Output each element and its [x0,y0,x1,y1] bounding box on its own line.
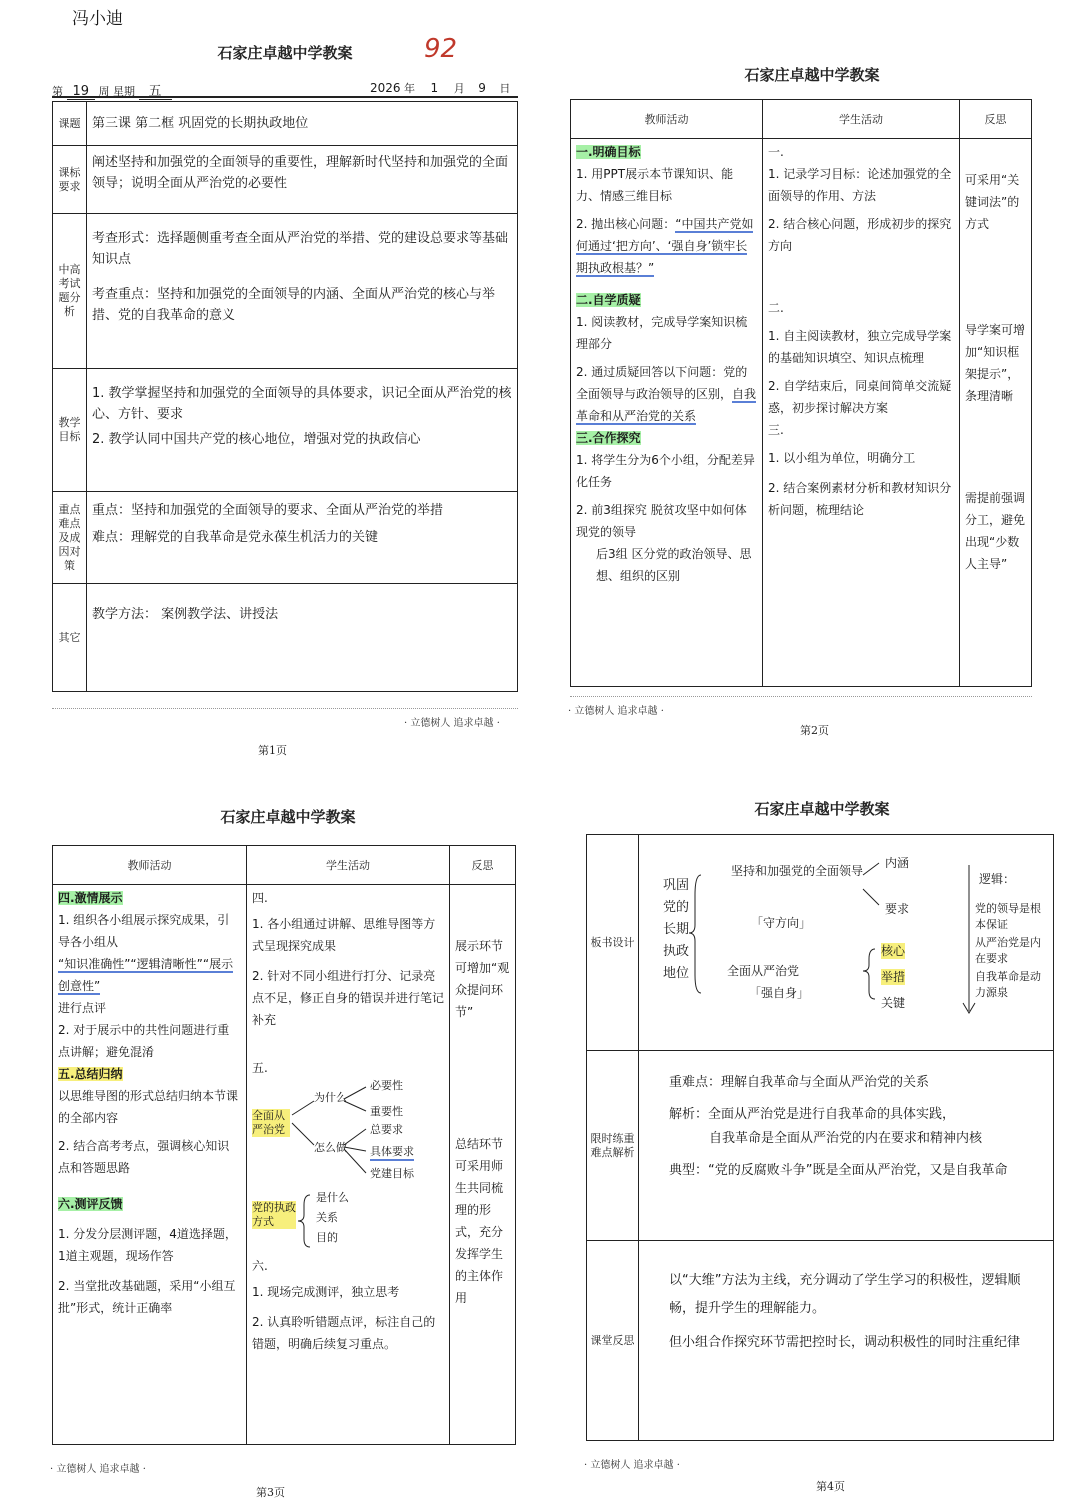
p3-map2-root: 党的执政方式 [252,1201,296,1228]
board-design [639,835,1054,1051]
p2-header-reflect: 反思 [960,100,1032,139]
page2-number: 第2页 [800,724,829,737]
p3-t-4-1a: 1. 组织各小组展示探究成果，引导各小组从 [58,913,230,949]
p3-t-6-2: 2. 当堂批改基础题，采用“小组互批”形式，统计正确率 [58,1279,236,1315]
page1-motto: · 立德树人 追求卓越 · [404,718,500,729]
other-value: 教学方法： 案例教学法、讲授法 [87,584,518,692]
p2-header-teacher: 教师活动 [571,100,763,139]
difficulty-key: 难点： [92,530,132,545]
goal-label: 教学目标 [53,369,87,492]
other-label: 其它 [53,584,87,692]
month-value: 1 [430,81,439,95]
school-title: 石家庄卓越中学教案 [217,44,353,62]
p2-s-sec2: 二. [768,301,784,315]
p2-s-1-2: 2. 结合核心问题，形成初步的探究方向 [768,217,952,253]
author-name: 冯小迪 [72,9,123,29]
p3-map-how-1: 总要求 [370,1123,403,1136]
difficulty-value: 理解党的自我革命是党永葆生机活力的关键 [131,530,379,545]
p4-key-1-value: 理解自我革命与全面从严治党的关系 [721,1075,930,1090]
week-value: 19 [67,84,96,100]
page2-motto: · 立德树人 追求卓越 · [568,706,664,717]
school-title: 石家庄卓越中学教案 [754,800,890,818]
p2-r-2: 导学案可增加“知识框架提示”，条理清晰 [965,323,1026,403]
p4-reflect-1: 以“大维”方法为主线，充分调动了学生学习的积极性，逻辑顺畅，提升学生的理解能力。 [669,1273,1021,1316]
key-value: 坚持和加强党的全面领导的要求、全面从严治党的举措 [131,503,444,518]
year-value: 2026 [370,81,401,95]
p3-map-why: 为什么 [314,1091,347,1104]
topic-label: 课题 [53,102,87,146]
p3-map2-item-3: 目的 [316,1231,338,1244]
board-label: 板书设计 [587,835,639,1051]
p4-key-3-value: “党的反腐败斗争”既是全面从严治党，又是自我革命 [708,1163,1008,1178]
p3-map-why-1: 必要性 [370,1079,403,1092]
p3-map-how-2: 具体要求 [370,1145,414,1161]
p3-t-sec5: 五.总结归纳 [58,1067,123,1081]
page4-motto: · 立德树人 追求卓越 · [584,1460,680,1471]
p3-reflection [450,885,516,1445]
p2-t-sec2: 二.自学质疑 [576,293,641,307]
weekday-label: 周 星期 [98,85,136,98]
p3-t-4-1b: “知识准确性”“逻辑清晰性”“展示创意性” [58,957,234,993]
key-point-value [87,492,518,584]
p2-student-activity [763,139,960,687]
p2-s-1-1: 1. 记录学习目标：论述加强党的全面领导的作用、方法 [768,167,952,203]
page4-number: 第4页 [816,1480,845,1493]
month-label: 月 [453,82,465,95]
p3-s-sec4: 四. [252,891,268,905]
key-analysis [639,1051,1054,1241]
school-title: 石家庄卓越中学教案 [220,808,356,826]
board-root: 巩固党的长期执政地位 [663,878,690,981]
p2-s-2-1: 1. 自主阅读教材，独立完成导学案的基础知识填空、知识点梳理 [768,329,952,365]
exam-analysis-label: 中高考试题分析 [53,214,87,369]
p2-s-sec3: 三. [768,423,784,437]
p2-t-2-1: 1. 阅读教材，完成导学案知识梳理部分 [576,315,748,351]
p3-s-sec6: 六. [252,1259,268,1273]
p3-header-reflect: 反思 [450,846,516,885]
p2-r-3: 需提前强调分工，避免出现“少数人主导” [965,491,1026,571]
p3-t-5-2: 2. 结合高考考点，强调核心知识点和答题思路 [58,1139,230,1175]
exam-analysis-value [87,214,518,369]
board-logic-3: 自我革命是动力源泉 [975,970,1041,999]
p3-mind-map-2 [252,1191,444,1251]
p2-t-3-1: 1. 将学生分为6个小组，分配差异化任务 [576,453,755,489]
topic-value: 第三课 第二框 巩固党的长期执政地位 [87,102,518,146]
p3-t-4-1c: 进行点评 [58,1001,107,1015]
p3-s-6-2: 2. 认真聆听错题点评，标注自己的错题，明确后续复习重点。 [252,1315,436,1351]
p4-key-2-key: 解析： [669,1107,709,1122]
page1-number: 第1页 [258,744,287,757]
p3-s-sec5: 五. [252,1061,268,1075]
class-reflection [639,1241,1054,1441]
goal-value [87,369,518,492]
board-branch-2-item-1: 核心 [881,944,906,958]
year-label: 年 [404,82,416,95]
p3-map2-item-2: 关系 [316,1211,338,1224]
p3-t-sec6: 六.测评反馈 [58,1197,123,1211]
board-branch-1: 坚持和加强党的全面领导 [731,864,864,878]
board-branch-1-item-2: 要求 [885,902,910,916]
p4-key-1-key: 重难点： [669,1075,722,1090]
p2-t-2-2b: 自我革命和从严治党的关系 [576,387,757,423]
week-label: 第 [52,85,63,98]
goal-1: 1. 教学掌握坚持和加强党的全面领导的具体要求，识记全面从严治党的核心、方针、要求 [92,386,512,422]
page3-table [52,845,516,1445]
p3-mind-map [252,1079,444,1191]
p2-t-sec1: 一.明确目标 [576,145,641,159]
p4-key-2-value-2: 自我革命是全面从严治党的内在要求和精神内核 [709,1131,983,1146]
p3-map-root: 全面从严治党 [252,1109,290,1137]
p3-header-student: 学生活动 [247,846,450,885]
board-branch-2-item-2: 举措 [881,970,906,984]
p3-r-2: 总结环节可采用师生共同梳理的形式，充分发挥学生的主体作用 [455,1137,504,1305]
p2-s-3-1: 1. 以小组为单位，明确分工 [768,451,916,465]
p4-key-2-value-1: 全面从严治党是进行自我革命的具体实践， [708,1107,956,1122]
board-logic-1: 党的领导是根本保证 [975,902,1041,931]
day-label: 日 [499,82,511,95]
exam-point-value: 坚持和加强党的全面领导的内涵、全面从严治党的核心与举措、党的自我革命的意义 [92,287,496,323]
key-point-label: 重点难点及成因对策 [53,492,87,584]
requirement-label: 课标要求 [53,146,87,214]
board-branch-2-sub: 「强自身」 [749,986,810,1000]
p2-t-2-2a: 2. 通过质疑回答以下问题：党的全面领导与政治领导的区别， [576,365,748,401]
p2-t-1-1: 1. 用PPT展示本节课知识、能力、情感三维目标 [576,167,734,203]
exam-form-value: 选择题侧重考查全面从严治党的举措、党的建设总要求等基础知识点 [92,231,509,267]
board-branch-1-item-1: 内涵 [885,856,910,870]
p2-header-student: 学生活动 [763,100,960,139]
p2-s-sec1: 一. [768,145,784,159]
day-value: 9 [478,81,486,95]
p3-t-sec4: 四.激情展示 [58,891,123,905]
page1-table [52,101,518,692]
p2-t-sec3: 三.合作探究 [576,431,641,445]
p3-header-teacher: 教师活动 [53,846,247,885]
p2-t-3-3: 后3组 区分党的政治领导、思想、组织的区别 [596,547,752,583]
p3-r-1: 展示环节可增加“观众提问环节” [455,939,510,1019]
p2-r-1: 可采用“关键词法”的方式 [965,173,1020,231]
class-reflection-label: 课堂反思 [587,1241,639,1441]
board-branch-2: 全面从严治党 [727,964,800,978]
p3-student-activity [247,885,450,1445]
page3-number: 第3页 [256,1486,285,1499]
p2-s-3-2: 2. 结合案例素材分析和教材知识分析问题，梳理结论 [768,481,952,517]
p3-teacher-activity [53,885,247,1445]
key-analysis-label: 限时练重难点解析 [587,1051,639,1241]
page4-table [586,834,1054,1441]
weekday-value: 五 [139,84,172,100]
p3-s-4-2: 2. 针对不同小组进行打分、记录亮点不足，修正自身的错误并进行笔记补充 [252,969,445,1027]
p3-t-6-1: 1. 分发分层测评题，4道选择题，1道主观题，现场作答 [58,1227,237,1263]
school-title: 石家庄卓越中学教案 [744,66,880,84]
p3-s-4-1: 1. 各小组通过讲解、思维导图等方式呈现探究成果 [252,917,436,953]
board-branch-1-sub: 「守方向」 [751,916,812,930]
p3-map-how-3: 党建目标 [370,1167,414,1180]
page3-motto: · 立德树人 追求卓越 · [50,1464,146,1475]
score-mark: 92 [424,34,458,64]
board-logic-title: 逻辑： [979,872,1016,886]
requirement-value: 阐述坚持和加强党的全面领导的重要性，理解新时代坚持和加强党的全面领导；说明全面从严治党的必要性 [87,146,518,214]
p2-t-1-2a: 2. 抛出核心问题： [576,217,676,231]
date-line [52,80,518,98]
exam-form-key: 考查形式： [92,231,158,246]
p2-reflection [960,139,1032,687]
p3-map-why-2: 重要性 [370,1105,403,1118]
board-logic-2: 从严治党是内在要求 [975,936,1041,965]
page2-table [570,99,1032,687]
goal-2: 2. 教学认同中国共产党的核心地位，增强对党的执政信心 [92,432,421,447]
p2-t-3-2: 2. 前3组探究 脱贫攻坚中如何体现党的领导 [576,503,747,539]
p3-map2-item-1: 是什么 [316,1191,349,1204]
p2-t-1-2b: “中国共产党如何通过‘把方向’、‘强自身’锁牢长期执政根基？” [576,217,754,275]
p4-reflect-2: 但小组合作探究环节需把控时长，调动积极性的同时注重纪律 [669,1335,1021,1350]
p3-t-5-1: 以思维导图的形式总结归纳本节课的全部内容 [58,1089,239,1125]
exam-point-key: 考查重点： [92,287,158,302]
p4-key-3-key: 典型： [669,1163,709,1178]
p3-map-how: 怎么做 [314,1141,347,1154]
p3-t-4-2: 2. 对于展示中的共性问题进行重点讲解；避免混淆 [58,1023,230,1059]
p2-teacher-activity [571,139,763,687]
p2-s-2-2: 2. 自学结束后，同桌间简单交流疑惑，初步探讨解决方案 [768,379,952,415]
p3-s-6-1: 1. 现场完成测评，独立思考 [252,1285,400,1299]
key-key: 重点： [92,503,132,518]
board-branch-2-item-3: 关键 [881,996,906,1010]
